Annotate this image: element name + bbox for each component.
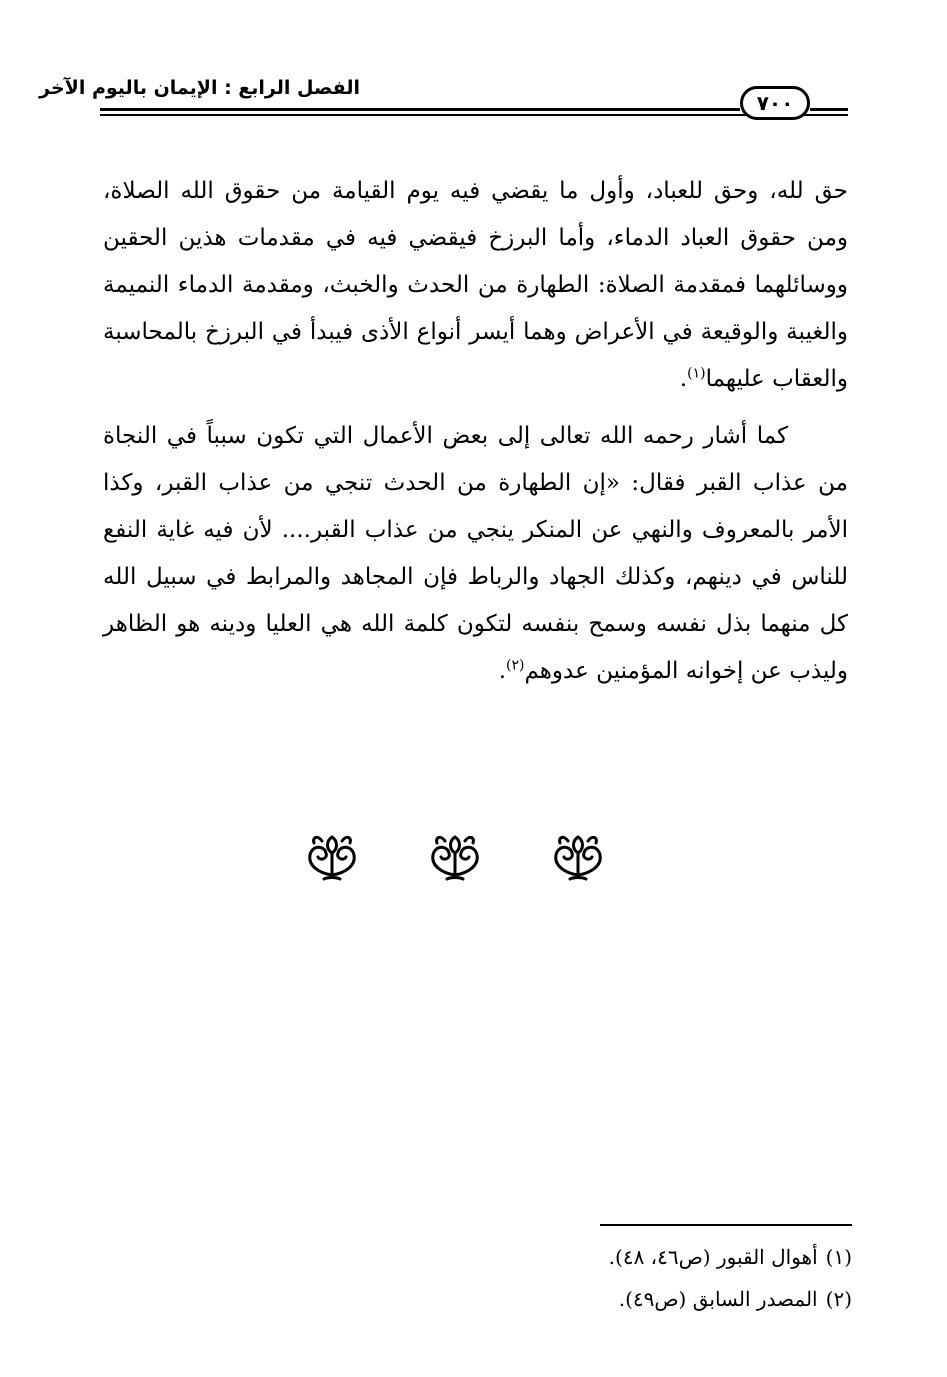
footnotes xyxy=(450,1236,852,1320)
paragraph-1-text: حق لله، وحق للعباد، وأول ما يقضي فيه يوم القيامة من حقوق الله الصلاة، ومن حقوق العباد الدماء، وأما البرزخ فيقضي فيه في مقدمات هذين الحقين ووسائلهما فمقدمة الصلاة: الطهارة من الحدث والخبث، ومقدمة الدماء النميمة والغيبة والوقيعة في الأعراض وهما أيسر أنواع الأذى فيبدأ في البرزخ بالمحاسبة والعقاب عليهما xyxy=(103,178,848,392)
footnote-separator xyxy=(600,1224,852,1226)
header-rule xyxy=(100,108,740,111)
body-text xyxy=(103,168,848,695)
footnote-ref-1: (١) xyxy=(687,365,706,382)
paragraph-2 xyxy=(103,413,848,695)
footnote-text: المصدر السابق (ص٤٩). xyxy=(618,1287,818,1311)
fleuron-ornament-icon xyxy=(300,827,364,883)
footnote-number: (٢) xyxy=(825,1287,852,1311)
fleuron-ornament-icon xyxy=(423,827,487,883)
paragraph-2-end: . xyxy=(498,658,507,684)
footnote-number: (١) xyxy=(825,1245,852,1269)
header-rule-double xyxy=(100,114,848,116)
footnote-1 xyxy=(450,1236,852,1278)
running-header-title: الفصل الرابع : الإيمان باليوم الآخر xyxy=(39,77,360,99)
fleuron-ornament-icon xyxy=(546,827,610,883)
footnote-2 xyxy=(450,1278,852,1320)
footnote-ref-2: (٢) xyxy=(506,657,525,674)
header-rule-right xyxy=(810,108,848,111)
footnote-text: أهوال القبور (ص٤٦، ٤٨). xyxy=(608,1245,818,1269)
paragraph-1-end: . xyxy=(679,366,688,392)
paragraph-2-text: كما أشار رحمه الله تعالى إلى بعض الأعمال التي تكون سبباً في النجاة من عذاب القبر فقال: «إن الطهارة من الحدث تنجي من عذاب القبر، وكذا الأمر بالمعروف والنهي عن المنكر ينجي من عذاب القبر.... لأن فيه غاية النفع للناس في دينهم، وكذلك الجهاد والرباط فإن المجاهد والمرابط في سبيل الله كل منهما بذل نفسه وسمح بنفسه لتكون كلمة الله هي العليا ودينه هو الظاهر وليذب عن إخوانه المؤمنين عدوهم xyxy=(103,423,848,684)
ornament-divider xyxy=(300,825,610,885)
page-number: ٧٠٠ xyxy=(740,86,810,120)
paragraph-1 xyxy=(103,168,848,403)
